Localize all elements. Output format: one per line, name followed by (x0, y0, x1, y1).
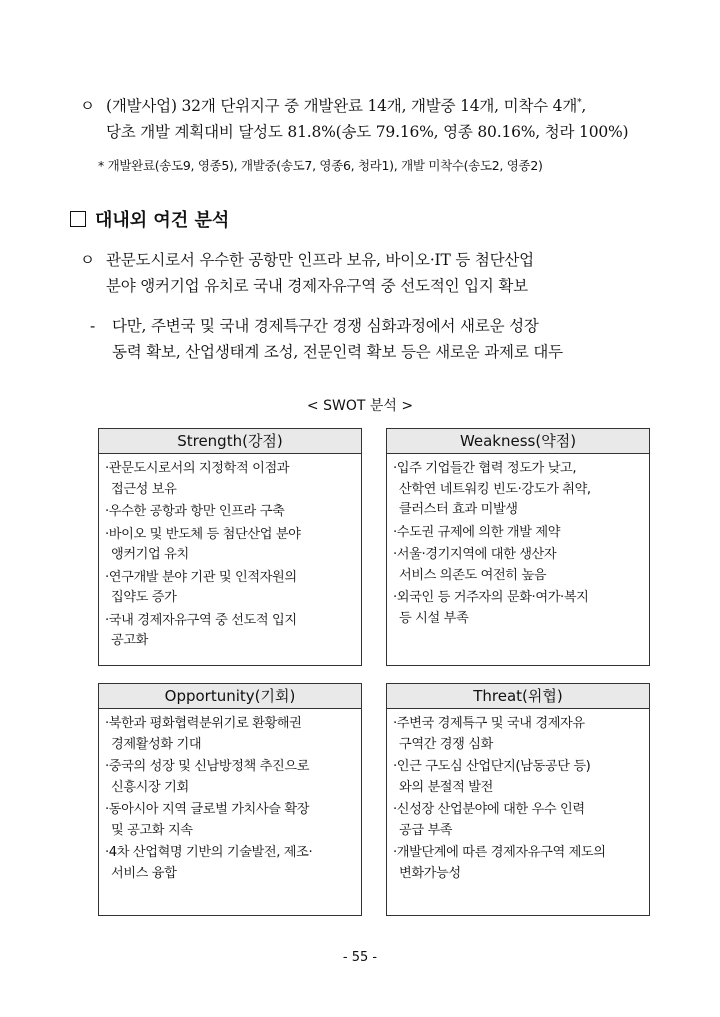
weakness-item (393, 588, 643, 629)
challenge-line-1: 다만, 주변국 및 국내 경제특구간 경쟁 심화과정에서 새로운 성장 (112, 317, 539, 335)
weakness-item-line: 서비스 의존도 여전히 높음 (399, 567, 547, 583)
challenge-line-2: 동력 확보, 산업생태계 조성, 전문인력 확보 등은 새로운 과제로 대두 (112, 343, 563, 361)
weakness-item-line: ·수도권 규제에 의한 개발 제약 (393, 524, 561, 540)
strength-item-line: 앵커기업 유치 (111, 547, 189, 562)
strength-item (105, 568, 355, 609)
strength-item (105, 459, 355, 500)
intro-footnote-mark: * (577, 98, 582, 108)
strength-item-line: 공고화 (111, 633, 149, 648)
weakness-item-line: ·서울·경기지역에 대한 생산자 (393, 547, 557, 562)
threat-item-line: 공급 부족 (399, 822, 453, 838)
swot-title: < SWOT 분석 > (306, 398, 414, 414)
threat-item (393, 843, 643, 884)
opportunity-item-line: ·중국의 성장 및 신남방정책 추진으로 (105, 759, 310, 774)
opportunity-item-line: 서비스 융합 (111, 865, 177, 881)
challenge-bullet: - (90, 317, 96, 335)
threat-item (393, 714, 643, 755)
analysis-line-1: 관문도시로서 우수한 공항만 인프라 보유, 바이오·IT 등 첨단산업 (106, 251, 534, 269)
swot-opportunity-box (98, 683, 362, 916)
opportunity-item-line: 경제활성화 기대 (111, 736, 202, 752)
intro-paragraph (80, 90, 680, 145)
strength-item-line: ·바이오 및 반도체 등 첨단산업 분야 (105, 526, 301, 542)
intro-line-2: 당초 개발 계획대비 달성도 81.8%(송도 79.16%, 영종 80.16%, 청라 100%) (106, 123, 629, 142)
swot-strength-box (98, 428, 362, 666)
page-number: - 55 - (342, 950, 378, 965)
threat-item (393, 757, 643, 798)
weakness-item-line: 등 시설 부족 (399, 610, 469, 626)
analysis-line-2: 분야 앵커기업 유치로 국내 경제자유구역 중 선도적인 입지 확보 (106, 277, 528, 295)
threat-item-line: ·개발단계에 따른 경제자유구역 제도의 (393, 845, 606, 860)
opportunity-item (105, 714, 355, 755)
opportunity-item-line: ·북한과 평화협력분위기로 환황해권 (105, 716, 302, 731)
strength-item-line: ·연구개발 분야 기관 및 인적자원의 (105, 569, 297, 585)
strength-item (105, 611, 355, 652)
weakness-item (393, 523, 643, 544)
strength-item-line: ·우수한 공항과 항만 인프라 구축 (105, 504, 285, 519)
weakness-item-line: 산학연 네트워킹 빈도·강도가 취약, (399, 481, 591, 497)
strength-item-line: 접근성 보유 (111, 481, 177, 497)
opportunity-item-line: ·동아시아 지역 글로벌 가치사슬 확장 (105, 802, 310, 817)
weakness-item-line: ·입주 기업들간 협력 정도가 낮고, (393, 461, 577, 476)
threat-item-line: ·주변국 경제특구 및 국내 경제자유 (393, 716, 585, 731)
threat-heading: Threat(위협) (387, 684, 649, 709)
swot-threat-box (386, 683, 650, 916)
threat-item-line: 구역간 경쟁 심화 (399, 736, 493, 752)
weakness-item-line: 클러스터 효과 미발생 (399, 502, 518, 517)
strength-heading: Strength(강점) (99, 429, 361, 454)
weakness-list (393, 459, 643, 631)
opportunity-heading: Opportunity(기회) (99, 684, 361, 709)
weakness-item-line: ·외국인 등 거주자의 문화·여가·복지 (393, 590, 589, 605)
opportunity-item (105, 800, 355, 841)
strength-item-line: ·관문도시로서의 지정학적 이점과 (105, 461, 290, 476)
strength-list (105, 459, 355, 654)
threat-item-line: ·신성장 산업분야에 대한 우수 인력 (393, 802, 585, 817)
weakness-item (393, 459, 643, 521)
swot-weakness-box (386, 428, 650, 666)
threat-item (393, 800, 643, 841)
opportunity-item-line: 신흥시장 기회 (111, 779, 189, 795)
intro-bullet: ㅇ (80, 97, 95, 116)
weakness-heading: Weakness(약점) (387, 429, 649, 454)
challenge-paragraph (90, 313, 690, 365)
intro-line-1-end: , (581, 97, 587, 116)
intro-line-1: (개발사업) 32개 단위지구 중 개발완료 14개, 개발중 14개, 미착수 4개 (106, 97, 578, 116)
intro-footnote: * 개발완료(송도9, 영종5), 개발중(송도7, 영종6, 청라1), 개발 미착수(송도2, 영종2) (98, 158, 543, 173)
analysis-bullet: ㅇ (80, 251, 95, 269)
strength-item-line: ·국내 경제자유구역 중 선도적 입지 (105, 612, 297, 628)
section-title: 대내외 여건 분석 (95, 210, 230, 231)
opportunity-list (105, 714, 355, 886)
strength-item (105, 502, 355, 523)
opportunity-item (105, 757, 355, 798)
opportunity-item-line: ·4차 산업혁명 기반의 기술발전, 제조· (105, 845, 313, 860)
threat-item-line: ·인근 구도심 산업단지(남동공단 등) (393, 759, 591, 774)
opportunity-item (105, 843, 355, 884)
section-heading (70, 206, 229, 232)
threat-list (393, 714, 643, 886)
checkbox-square-icon (70, 211, 86, 227)
threat-item-line: 와의 분절적 발전 (399, 779, 493, 795)
analysis-paragraph (80, 247, 680, 299)
weakness-item (393, 545, 643, 586)
strength-item-line: 집약도 증가 (111, 590, 177, 605)
opportunity-item-line: 및 공고화 지속 (111, 822, 193, 838)
threat-item-line: 변화가능성 (399, 865, 461, 881)
strength-item (105, 525, 355, 566)
